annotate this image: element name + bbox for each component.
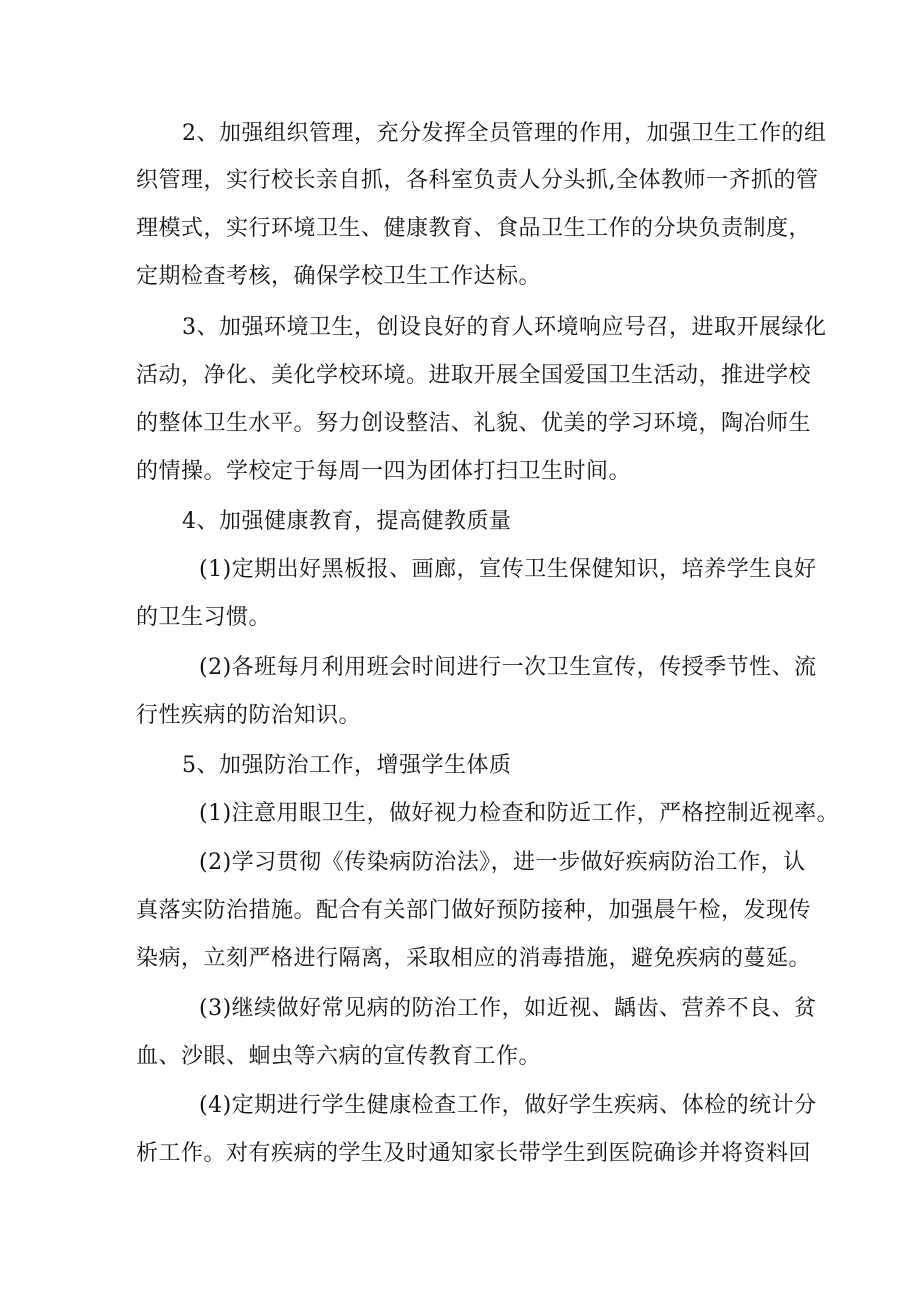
paragraph-3-line-1: 3、加强环境卫生，创设良好的育人环境响应号召，进取开展绿化 bbox=[182, 315, 827, 340]
paragraph-2-line-3: 理模式，实行环境卫生、健康教育、食品卫生工作的分块负责制度， bbox=[136, 216, 812, 241]
paragraph-3-line-3: 的整体卫生水平。努力创设整洁、礼貌、优美的学习环境，陶冶师生 bbox=[136, 411, 812, 436]
item-5-4-line-2: 析工作。对有疾病的学生及时通知家长带学生到医院确诊并将资料回 bbox=[136, 1141, 812, 1166]
paragraph-3-line-2: 活动，净化、美化学校环境。进取开展全国爱国卫生活动，推进学校 bbox=[136, 363, 812, 388]
item-5-4-line-1: (4)定期进行学生健康检查工作，做好学生疾病、体检的统计分 bbox=[199, 1093, 817, 1118]
item-5-1-line-1: (1)注意用眼卫生，做好视力检查和防近工作，严格控制近视率。 bbox=[199, 801, 840, 826]
item-4-2-line-2: 行性疾病的防治知识。 bbox=[136, 703, 362, 728]
item-4-1-line-1: (1)定期出好黑板报、画廊，宣传卫生保健知识，培养学生良好 bbox=[199, 557, 817, 582]
item-5-3-line-1: (3)继续做好常见病的防治工作，如近视、龋齿、营养不良、贫 bbox=[199, 996, 817, 1021]
section-4-heading: 4、加强健康教育，提高健教质量 bbox=[182, 509, 512, 534]
paragraph-2-line-4: 定期检查考核，确保学校卫生工作达标。 bbox=[136, 264, 542, 289]
paragraph-2-line-2: 织管理，实行校长亲自抓，各科室负责人分头抓,全体教师一齐抓的管 bbox=[136, 168, 819, 193]
item-4-2-line-1: (2)各班每月利用班会时间进行一次卫生宣传，传授季节性、流 bbox=[199, 655, 817, 680]
paragraph-3-line-4: 的情操。学校定于每周一四为团体打扫卫生时间。 bbox=[136, 459, 632, 484]
item-5-2-line-1: (2)学习贯彻《传染病防治法》，进一步做好疾病防治工作，认 bbox=[199, 850, 806, 875]
item-5-2-line-2: 真落实防治措施。配合有关部门做好预防接种，加强晨午检，发现传 bbox=[136, 898, 812, 923]
item-5-3-line-2: 血、沙眼、蛔虫等六病的宣传教育工作。 bbox=[136, 1044, 542, 1069]
section-5-heading: 5、加强防治工作，增强学生体质 bbox=[182, 753, 512, 778]
paragraph-2-line-1: 2、加强组织管理，充分发挥全员管理的作用，加强卫生工作的组 bbox=[182, 121, 827, 146]
item-5-2-line-3: 染病，立刻严格进行隔离，采取相应的消毒措施，避免疾病的蔓延。 bbox=[136, 946, 812, 971]
item-4-1-line-2: 的卫生习惯。 bbox=[136, 605, 272, 630]
